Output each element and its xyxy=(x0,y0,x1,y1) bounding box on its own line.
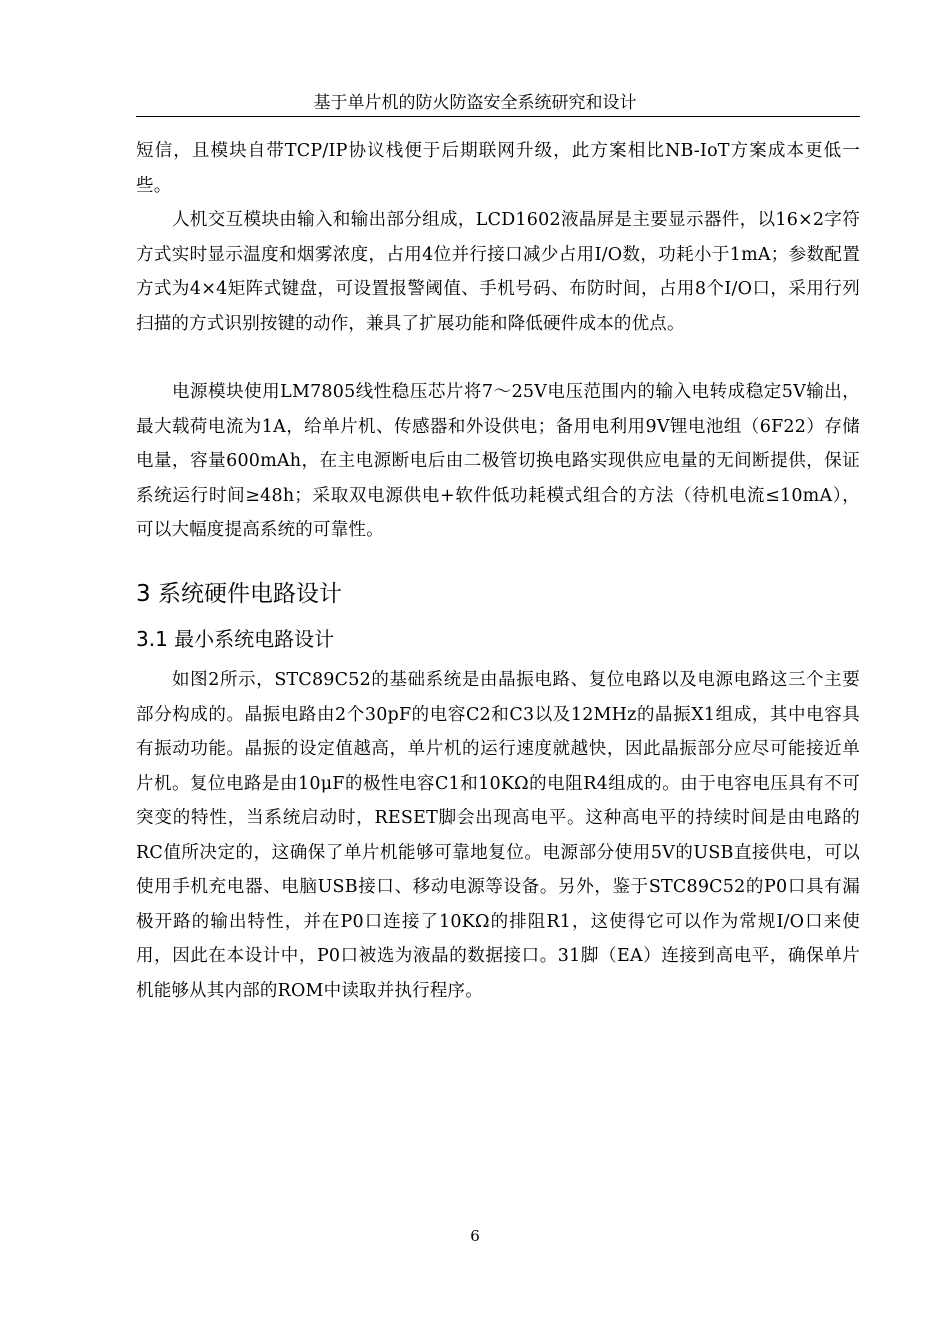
section-heading: 3 系统硬件电路设计 xyxy=(136,581,342,607)
header-divider xyxy=(136,116,860,117)
running-header-title: 基于单片机的防火防盗安全系统研究和设计 xyxy=(313,93,637,113)
page-number: 6 xyxy=(470,1227,480,1245)
subsection-heading: 3.1 最小系统电路设计 xyxy=(136,627,335,651)
paragraph-hmi-module: 人机交互模块由输入和输出部分组成，LCD1602液晶屏是主要显示器件，以16×2字符方式实时显示温度和烟雾浓度，占用4位并行接口减少占用I/O数，功耗小于1mA；参数配置方式为4×4矩阵式键盘，可设置报警阈值、手机号码、布防时间，占用8个I/O口，采用行列扫描的方式识别按键的动作，兼具了扩展功能和降低硬件成本的优点。 xyxy=(136,210,860,334)
paragraph-minimum-system: 如图2所示，STC89C52的基础系统是由晶振电路、复位电路以及电源电路这三个主要部分构成的。晶振电路由2个30pF的电容C2和C3以及12MHz的晶振X1组成，其中电容具有振动功能。晶振的设定值越高，单片机的运行速度就越快，因此晶振部分应尽可能接近单片机。复位电路是由10μF的极性电容C1和10KΩ的电阻R4组成的。由于电容电压具有不可突变的特性，当系统启动时，RESET脚会出现高电平。这种高电平的持续时间是由电路的RC值所决定的，这确保了单片机能够可靠地复位。电源部分使用5V的USB直接供电，可以使用手机充电器、电脑USB接口、移动电源等设备。另外，鉴于STC89C52的P0口具有漏极开路的输出特性，并在P0口连接了10KΩ的排阻R1，这使得它可以作为常规I/O口来使用，因此在本设计中，P0口被选为液晶的数据接口。31脚（EA）连接到高电平，确保单片机能够从其内部的ROM中读取并执行程序。 xyxy=(136,670,860,1001)
paragraph-sms-module-continued: 短信，且模块自带TCP/IP协议栈便于后期联网升级，此方案相比NB-IoT方案成本更低一些。 xyxy=(136,141,860,196)
paragraph-power-module: 电源模块使用LM7805线性稳压芯片将7～25V电压范围内的输入电转成稳定5V输出，最大载荷电流为1A，给单片机、传感器和外设供电；备用电利用9V锂电池组（6F22）存储电量，容量600mAh，在主电源断电后由二极管切换电路实现供应电量的无间断提供，保证系统运行时间≥48h；采取双电源供电+软件低功耗模式组合的方法（待机电流≤10mA），可以大幅度提高系统的可靠性。 xyxy=(136,382,860,540)
